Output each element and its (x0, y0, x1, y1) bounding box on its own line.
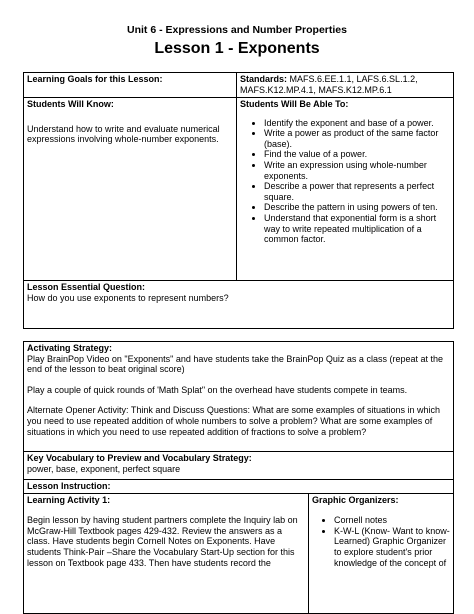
lesson-plan-table (23, 72, 454, 329)
learning-activity-label: Learning Activity 1: (27, 494, 111, 505)
activating-paragraph: Play a couple of quick rounds of 'Math Splat" on the overhead have students compete in teams. (27, 384, 408, 395)
able-item: • Describe a power that represents a perfect square. (264, 181, 450, 202)
able-item: • Understand that exponential form is a short way to write repeated multiplication of a common factor. (264, 213, 450, 245)
graphic-organizers-cell (309, 493, 454, 613)
organizer-item: • K-W-L (Know- Want to know-Learned) Graphic Organizer to explore student's prior knowledge of the concept of (334, 526, 450, 568)
students-will-be-able-cell (237, 98, 454, 281)
students-will-know-text: Understand how to write and evaluate numerical expressions involving whole-number exponents. (27, 123, 220, 145)
able-item: • Write an expression using whole-number exponents. (264, 160, 450, 181)
able-item: • Find the value of a power. (264, 149, 450, 160)
unit-title: Unit 6 - Expressions and Number Properties (127, 24, 347, 36)
essential-question-cell (24, 281, 454, 329)
essential-question-text: How do you use exponents to represent numbers? (27, 292, 229, 303)
lesson-title: Lesson 1 - Exponents (154, 40, 320, 57)
able-item: • Describe the pattern in using powers of ten. (264, 202, 450, 213)
organizer-list (312, 515, 450, 568)
learning-activity-text: Begin lesson by having student partners complete the Inquiry lab on McGraw-Hill Textbook pages 429-432. Review the answers as a class. Have students begin Cornell Notes on Exponents. Have students Think-Pair –Share the Vocabulary Start-Up section for this lesson on Textbook page 433. Then have students record the (27, 515, 298, 568)
activating-strategy-label: Activating Strategy: (27, 343, 113, 353)
vocabulary-label: Key Vocabulary to Preview and Vocabulary Strategy: (27, 453, 252, 463)
graphic-organizers-label: Graphic Organizers: (312, 494, 399, 505)
activating-paragraph: Alternate Opener Activity: Think and Discuss Questions: What are some examples of situations in which you need to use repeated addition of whole numbers to solve a problem? What are some examples of situations in which you need to use repeated addition of fractions to solve a problem? (27, 405, 441, 437)
standards-label: Standards: (240, 74, 288, 84)
activating-strategy-cell (24, 342, 454, 452)
standards-cell (237, 73, 454, 98)
activity-table (23, 341, 454, 614)
able-item: • Write a power as product of the same factor (base). (264, 128, 450, 149)
students-will-know-cell (24, 98, 237, 281)
standards-text: MAFS.6.EE.1.1, LAFS.6.SL.1.2, MAFS.K12.MP.4.1, MAFS.K12.MP.6.1 (240, 74, 418, 95)
activating-paragraph: Play BrainPop Video on "Exponents" and have students take the BrainPop Quiz as a class (repeat at the end of the lesson to beat original score) (27, 353, 443, 375)
students-will-know-label: Students Will Know: (27, 99, 114, 109)
able-item: • Identify the exponent and base of a power. (264, 118, 450, 129)
vocabulary-cell (24, 452, 454, 480)
learning-activity-cell (24, 493, 309, 613)
able-list (240, 118, 450, 245)
lesson-instruction-cell (24, 480, 454, 494)
lesson-instruction-label: Lesson Instruction: (27, 481, 111, 491)
organizer-item: • Cornell notes (334, 515, 450, 526)
learning-goals-label: Learning Goals for this Lesson: (27, 74, 163, 84)
vocabulary-text: power, base, exponent, perfect square (27, 463, 181, 474)
essential-question-label: Lesson Essential Question: (27, 282, 146, 292)
learning-goals-cell (24, 73, 237, 98)
students-will-be-able-label: Students Will Be Able To: (240, 99, 349, 109)
